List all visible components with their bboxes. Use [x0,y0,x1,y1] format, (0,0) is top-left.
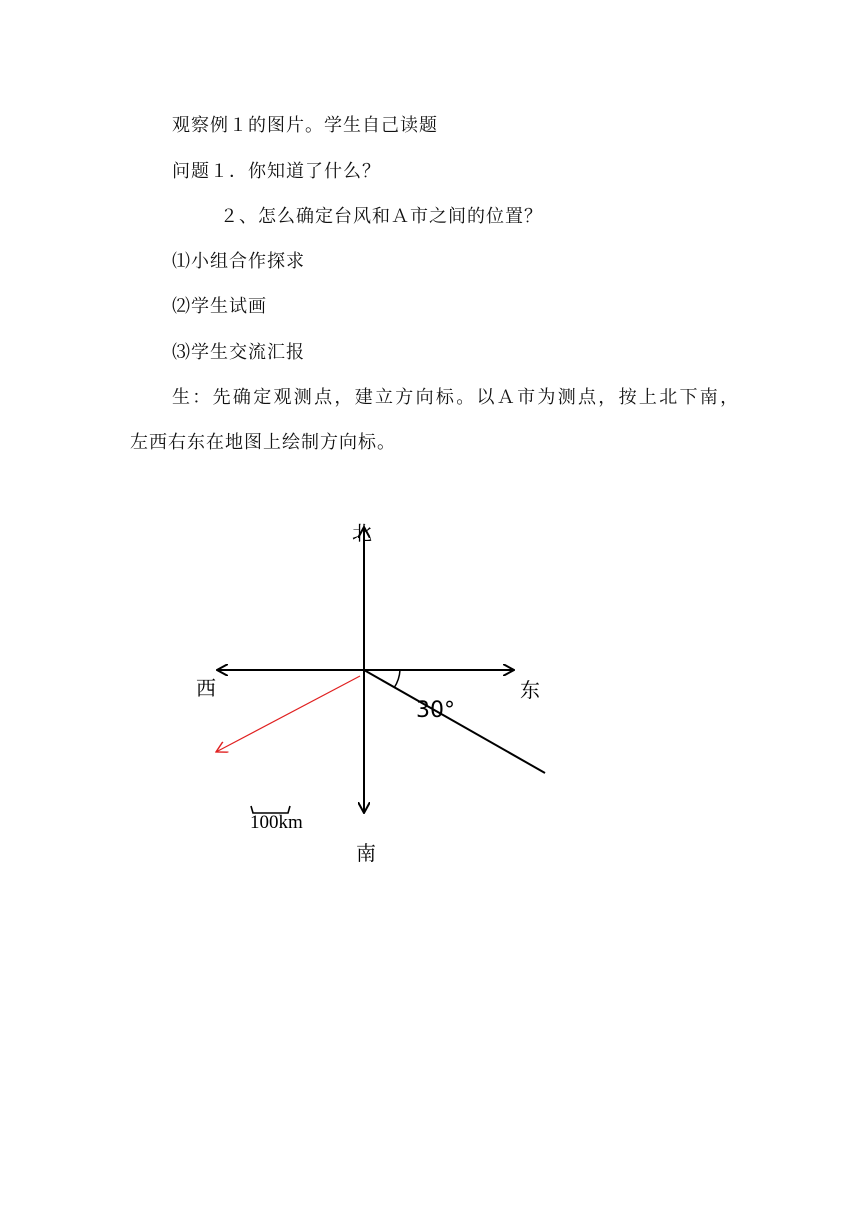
east-label: 东 [520,678,540,702]
angle-label: 30° [416,698,455,723]
south-label: 南 [356,841,376,865]
scale-label: 100km [250,812,303,833]
angle-arc [394,670,400,688]
typhoon-path-arrow [216,676,360,752]
west-label: 西 [196,676,216,700]
step-1: ⑴小组合作探求 [172,251,305,272]
student-answer-line-1: 生：先确定观测点，建立方向标。以Ａ市为测点，按上北下南， [172,387,741,408]
student-answer-line-2: 左西右东在地图上绘制方向标。 [130,432,396,453]
question-2: ２、怎么确定台风和Ａ市之间的位置？ [220,206,543,227]
intro-line: 观察例１的图片。学生自己读题 [172,115,438,136]
question-1: 问题１．你知道了什么？ [172,161,381,182]
step-2: ⑵学生试画 [172,296,267,317]
step-3: ⑶学生交流汇报 [172,342,305,363]
north-label: 北 [352,521,372,545]
